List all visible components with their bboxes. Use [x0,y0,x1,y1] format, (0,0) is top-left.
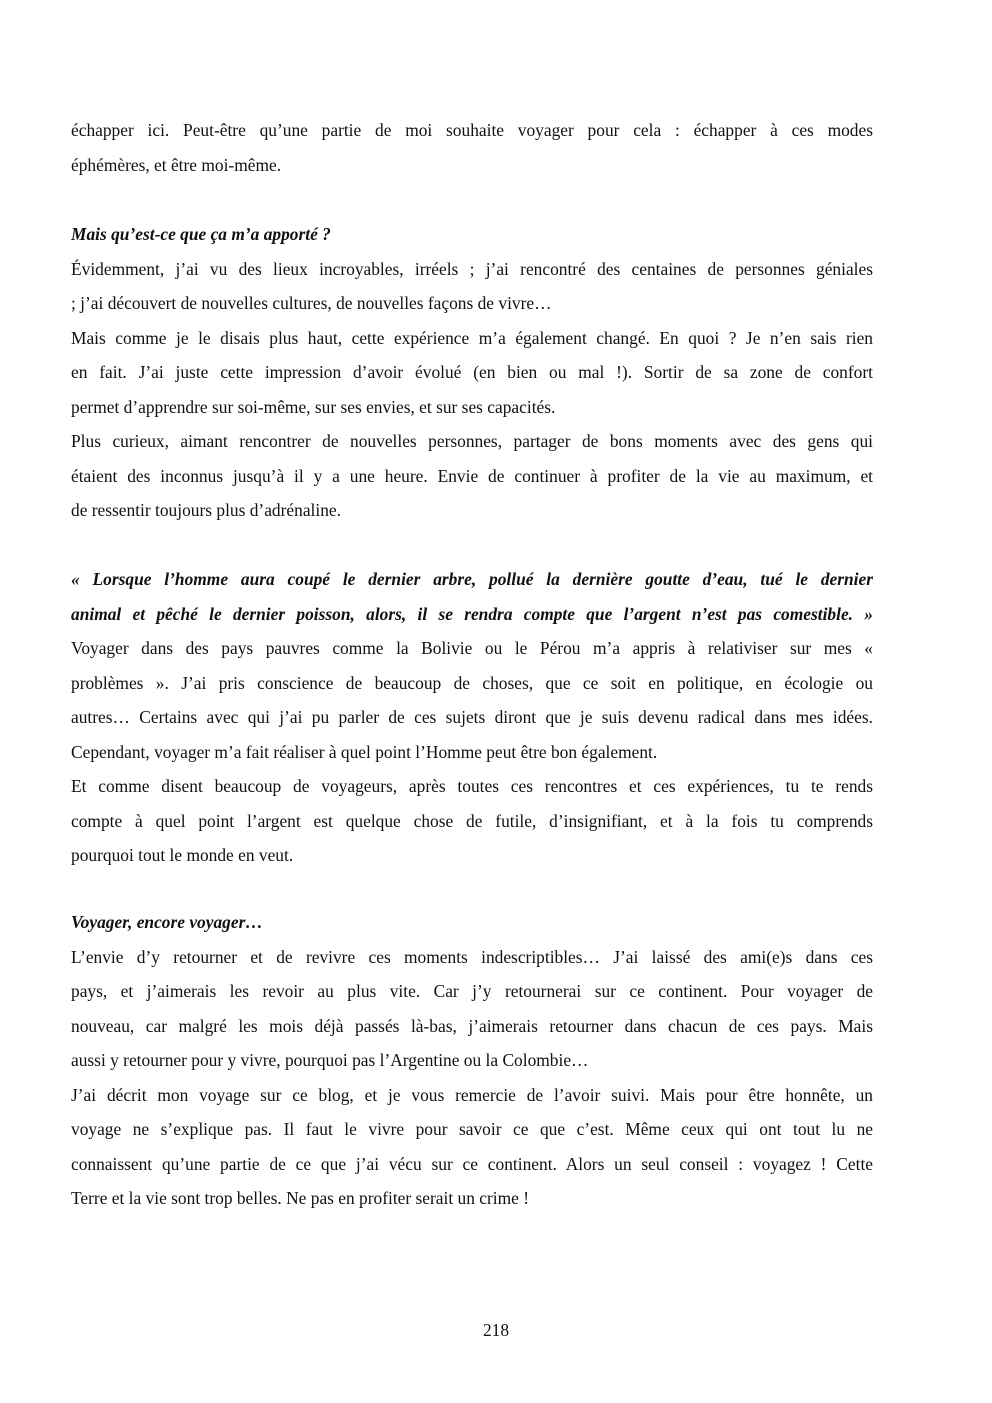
paragraph [71,940,873,1078]
text-line: Évidemment, j’ai vu des lieux incroyables, irréels ; j’ai rencontré des centaines de personnes géniales [71,258,873,279]
text-line: Voyager, encore voyager… [71,912,263,932]
text-line: aussi y retourner pour y vivre, pourquoi pas l’Argentine ou la Colombie… [71,1050,589,1070]
paragraph [71,1078,873,1216]
text-line: Mais comme je le disais plus haut, cette expérience m’a également changé. En quoi ? Je n’en sais rien [71,327,873,348]
text-line: Plus curieux, aimant rencontrer de nouvelles personnes, partager de bons moments avec des gens qui [71,431,873,451]
section-heading [71,905,873,940]
text-line: J’ai décrit mon voyage sur ce blog, et je vous remercie de l’avoir suivi. Mais pour être honnête, un [71,1084,873,1105]
text-line: Mais qu’est-ce que ça m’a apporté ? [71,224,331,244]
text-line: Voyager dans des pays pauvres comme la Bolivie ou le Pérou m’a appris à relativiser sur mes « [71,638,873,658]
text-line: ; j’ai découvert de nouvelles cultures, de nouvelles façons de vivre… [71,293,552,313]
paragraph [71,769,873,873]
paragraph [71,113,873,182]
section-heading [71,562,873,631]
text-line: nouveau, car malgré les mois déjà passés là-bas, j’aimerais retourner dans chacun de ces pays. Mais [71,1015,873,1036]
text-line: Cependant, voyager m’a fait réaliser à quel point l’Homme peut être bon également. [71,741,658,762]
text-line: autres… Certains avec qui j’ai pu parler de ces sujets diront que je suis devenu radical dans mes idées. [71,707,873,727]
text-line: étaient des inconnus jusqu’à il y a une heure. Envie de continuer à profiter de la vie au maximum, et [71,465,873,486]
text-line: échapper ici. Peut-être qu’une partie de moi souhaite voyager pour cela : échapper à ces modes [71,120,873,140]
text-line: éphémères, et être moi-même. [71,154,282,175]
page-number: 218 [482,1320,510,1340]
block-intro-continuation [71,113,873,182]
text-line: L’envie d’y retourner et de revivre ces moments indescriptibles… J’ai laissé des ami(e)s dans ces [71,946,873,967]
block-section-voyager [71,905,873,1216]
paragraph [71,631,873,769]
paragraph [71,321,873,425]
text-line: animal et pêché le dernier poisson, alors, il se rendra compte que l’argent n’est pas comestible. » [71,603,873,624]
text-line: Terre et la vie sont trop belles. Ne pas en profiter serait un crime ! [71,1188,530,1208]
text-line: problèmes ». J’ai pris conscience de beaucoup de choses, que ce soit en politique, en écologie ou [71,672,873,693]
paragraph [71,252,873,321]
block-section-apport [71,217,873,528]
block-section-quote [71,562,873,873]
text-line: connaissent qu’une partie de ce que j’ai vécu sur ce continent. Alors un seul conseil : voyagez ! Cette [71,1153,873,1174]
text-line: en fait. J’ai juste cette impression d’avoir évolué (en bien ou mal !). Sortir de sa zone de confort [71,362,873,382]
text-line: pourquoi tout le monde en veut. [71,845,294,865]
text-line: compte à quel point l’argent est quelque chose de futile, d’insignifiant, et à la fois tu comprends [71,810,873,831]
text-line: permet d’apprendre sur soi-même, sur ses envies, et sur ses capacités. [71,396,556,417]
paragraph [71,424,873,528]
text-line: Et comme disent beaucoup de voyageurs, après toutes ces rencontres et ces expériences, tu te rends [71,776,873,796]
section-heading [71,217,873,252]
text-line: « Lorsque l’homme aura coupé le dernier arbre, pollué la dernière goutte d’eau, tué le dernier [71,569,873,589]
text-line: voyage ne s’explique pas. Il faut le vivre pour savoir ce que c’est. Même ceux qui ont tout lu ne [71,1119,873,1139]
text-line: de ressentir toujours plus d’adrénaline. [71,500,341,520]
text-line: pays, et j’aimerais les revoir au plus vite. Car j’y retournerai sur ce continent. Pour voyager de [71,981,873,1001]
